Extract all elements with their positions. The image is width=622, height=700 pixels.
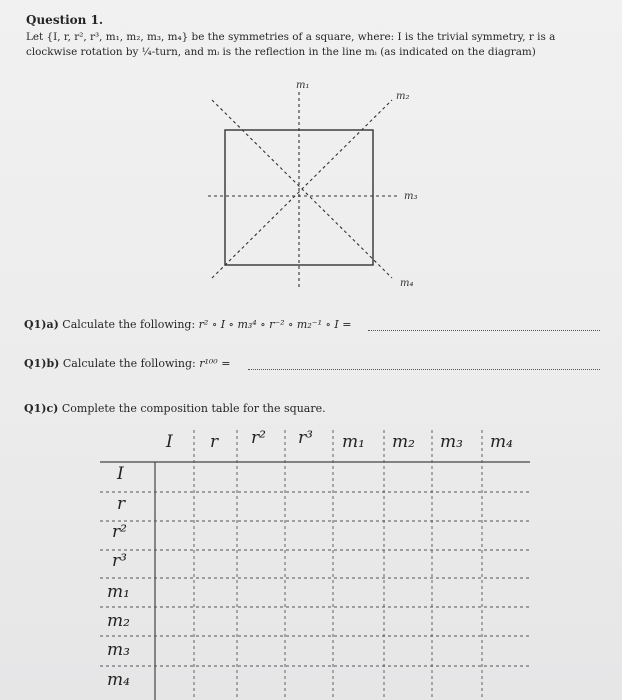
q1c-label: Q1)c) [24,402,59,415]
col-header-m4: m₄ [490,432,513,452]
q1b-expression: r¹⁰⁰ = [199,357,231,370]
row-label-m1: m₁ [107,582,130,602]
q1a-label: Q1)a) [24,318,59,331]
q1b-label: Q1)b) [24,357,60,370]
question-title: Question 1. [26,13,104,27]
row-label-r2: r² [112,522,127,542]
row-label-r3: r³ [112,551,127,571]
row-label-m3: m₃ [107,640,130,660]
intro-line-2: clockwise rotation by ¼-turn, and mᵢ is the reflection in the line mᵢ (as indicated on the diagram) [26,46,536,58]
label-m2: m₂ [396,91,410,102]
q1a-expression: r² ∘ I ∘ m₃⁴ ∘ r⁻² ∘ m₂⁻¹ ∘ I = [198,318,352,331]
row-label-m2: m₂ [107,611,130,631]
col-header-m1: m₁ [342,432,365,452]
col-header-m3: m₃ [440,432,463,452]
col-header-r: r [210,432,219,452]
q1b-text: Calculate the following: [62,357,196,370]
label-m3: m₃ [404,191,418,202]
q1c-text: Complete the composition table for the square. [61,402,326,415]
col-header-m2: m₂ [392,432,415,452]
row-label-m4: m₄ [107,670,130,690]
label-m4: m₄ [400,278,414,289]
intro-line-1: Let {I, r, r², r³, m₁, m₂, m₃, m₄} be the symmetries of a square, where: I is the trivial symmetry, r is a [26,31,556,43]
col-header-r3: r³ [298,428,313,448]
row-label-r: r [117,494,126,514]
col-header-r2: r² [251,428,266,448]
row-label-I: I [117,464,124,484]
col-header-I: I [166,432,173,452]
label-m1: m₁ [296,80,310,91]
q1a-text: Calculate the following: [62,318,196,331]
